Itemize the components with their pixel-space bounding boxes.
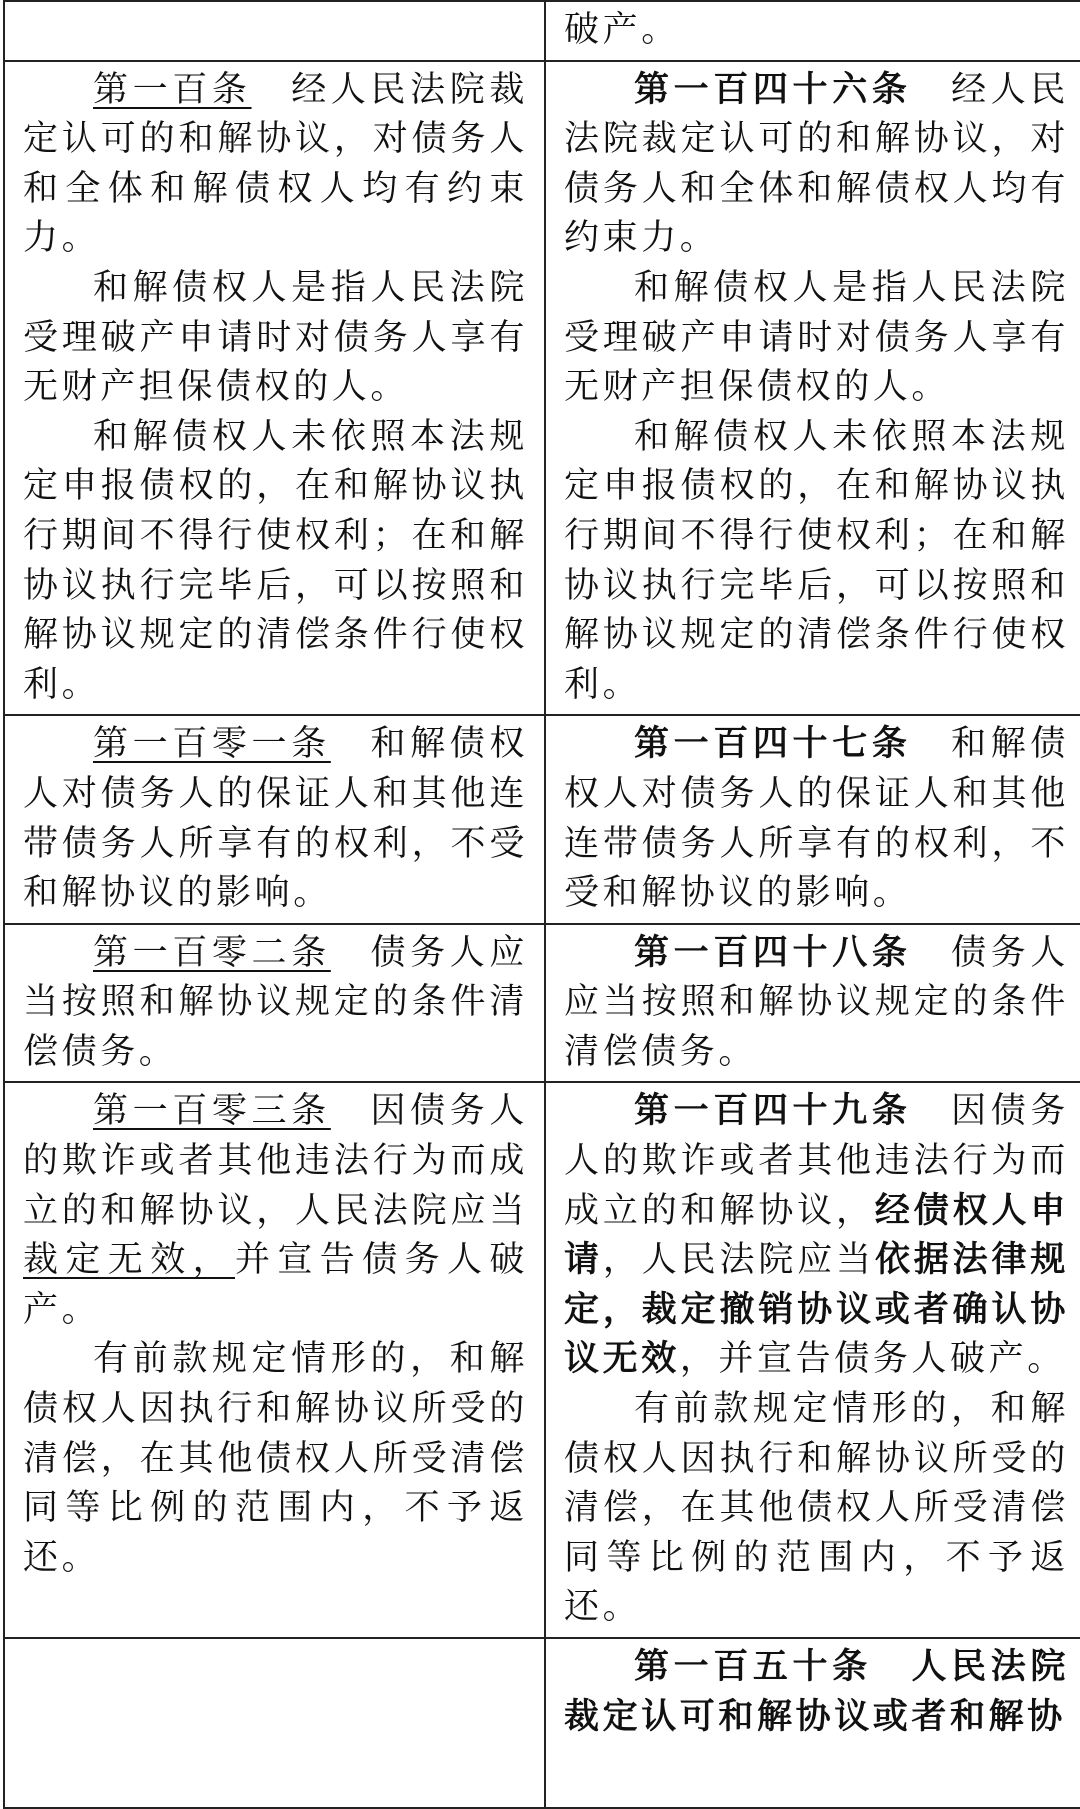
underlined-text: 裁定无效，: [23, 1240, 235, 1281]
article-text: 因债务人的欺诈或者其他违法行为而成立的和解协议，: [564, 1091, 1069, 1231]
paragraph: 和解债权人未依照本法规定申报债权的，在和解协议执行期间不得行使权利；在和解协议执行完毕后，可以按照和解协议规定的清偿条件行使权利。: [564, 416, 1069, 705]
article-text: 并宣告债务人破产。: [23, 1240, 528, 1330]
old-law-cell: [4, 924, 545, 1083]
paragraph: 和解债权人未依照本法规定申报债权的，在和解协议执行期间不得行使权利；在和解协议执行完毕后，可以按照和解协议规定的清偿条件行使权利。: [23, 416, 528, 705]
article-number: 第一百四十六条: [634, 69, 912, 110]
old-law-cell: [4, 61, 545, 716]
new-law-cell: [545, 61, 1080, 716]
paragraph: 破产。: [564, 10, 680, 50]
article-text: 因债务人的欺诈或者其他违法行为而成立的和解协议，人民法院应当: [23, 1091, 528, 1231]
paragraph: [564, 1087, 1069, 1385]
article-text: 和解债权人对债务人的保证人和其他连带债务人所享有的权利，不受和解协议的影响。: [23, 724, 528, 914]
paragraph: 和解债权人是指人民法院受理破产申请时对债务人享有无财产担保债权的人。: [564, 267, 1069, 408]
article-text: ，并宣告债务人破产。: [679, 1339, 1066, 1380]
new-law-cell: [545, 1, 1080, 61]
comparison-table: [3, 0, 1080, 1809]
paragraph: [23, 1087, 528, 1335]
article-number: 第一百零一条: [93, 724, 331, 765]
article-number: 第一百四十八条: [634, 932, 912, 973]
paragraph: [23, 929, 528, 1078]
article-number: 第一百四十九条: [634, 1091, 912, 1132]
table-row: [4, 61, 1080, 716]
table-row: [4, 1638, 1080, 1808]
article-number: 第一百零二条: [93, 932, 331, 973]
paragraph: [564, 66, 1069, 264]
paragraph: [564, 929, 1069, 1078]
table-row: [4, 924, 1080, 1083]
paragraph: [23, 66, 528, 264]
paragraph: 和解债权人是指人民法院受理破产申请时对债务人享有无财产担保债权的人。: [23, 267, 528, 408]
article-number: 第一百四十七条: [634, 724, 912, 765]
bold-amendment-text: 经债权人申请: [564, 1190, 1069, 1281]
new-law-cell: [545, 1082, 1080, 1638]
bold-amendment-text: 依据法律规定，裁定撤销协议或者确认协议无效: [564, 1240, 1069, 1380]
old-law-cell: [4, 715, 545, 923]
new-law-cell: [545, 1638, 1080, 1808]
article-text: 人民法院裁定认可和解协议或者和解协: [564, 1647, 1069, 1737]
new-law-cell: [545, 715, 1080, 923]
table-row: [4, 1, 1080, 61]
old-law-cell: [4, 1, 545, 61]
article-number: 第一百条: [93, 69, 252, 110]
article-text: ，人民法院应当: [602, 1240, 875, 1281]
old-law-cell: [4, 1082, 545, 1638]
article-text: 债务人应当按照和解协议规定的条件清偿债务。: [564, 932, 1069, 1072]
table-row: [4, 715, 1080, 923]
paragraph: [564, 1643, 1069, 1742]
article-number: 第一百零三条: [93, 1091, 331, 1132]
paragraph: 有前款规定情形的，和解债权人因执行和解协议所受的清偿，在其他债权人所受清偿同等比例的范围内，不予返还。: [23, 1339, 528, 1578]
new-law-cell: [545, 924, 1080, 1083]
table-row: [4, 1082, 1080, 1638]
article-number: 第一百五十条: [634, 1647, 872, 1687]
paragraph: [23, 720, 528, 918]
article-text: 和解债权人对债务人的保证人和其他连带债务人所享有的权利，不受和解协议的影响。: [564, 724, 1069, 914]
paragraph: [564, 720, 1069, 918]
old-law-cell: [4, 1638, 545, 1808]
article-text: 经人民法院裁定认可的和解协议，对债务人和全体和解债权人均有约束力。: [564, 69, 1069, 259]
article-text: 经人民法院裁定认可的和解协议，对债务人和全体和解债权人均有约束力。: [23, 69, 528, 259]
article-text: 债务人应当按照和解协议规定的条件清偿债务。: [23, 932, 528, 1072]
paragraph: 有前款规定情形的，和解债权人因执行和解协议所受的清偿，在其他债权人所受清偿同等比例的范围内，不予返还。: [564, 1389, 1069, 1628]
